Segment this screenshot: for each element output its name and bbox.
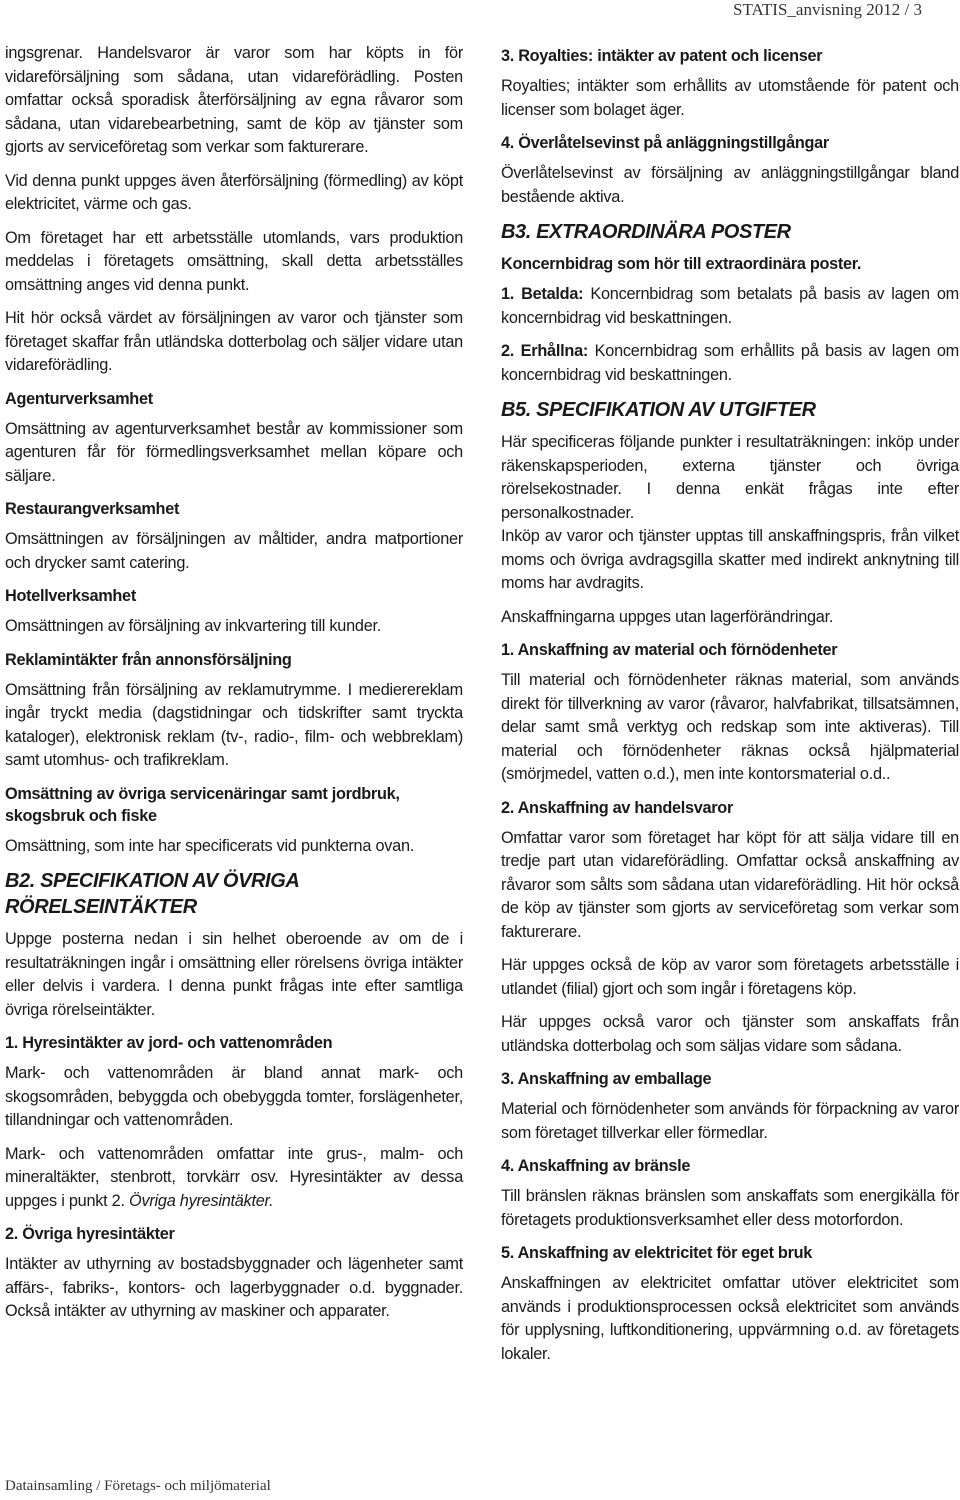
heading-electricity: 5. Anskaffning av elektricitet för eget bruk — [501, 1244, 813, 1262]
paragraph-merchandise-b: Här uppges också de köp av varor som företagets arbetsställe i utlandet (filial) gjort och som ingår i företagens köp. — [501, 956, 959, 998]
heading-transfer-gain: 4. Överlåtelsevinst på anläggningstillgångar — [501, 134, 829, 152]
paragraph-ads: Omsättning från försäljning av reklamutrymme. I medierereklam ingår tryckt media (dagstidningar och tidskrifter samt tryckta kataloger), elektronisk reklam (tv-, radio-, film- och webbreklam) samt utomhus- och trafikreklam. — [5, 680, 463, 769]
section-title-b2: B2. SPECIFIKATION AV ÖVRIGA RÖRELSEINTÄKTER — [5, 870, 299, 918]
paragraph-b5-a: Här specificeras följande punkter i resultaträkningen: inköp under räkenskapsperioden, externa tjänster och övriga rörelsekostnader. I denna enkät frågas inte efter personalkostnader. — [501, 433, 959, 522]
paragraph-rent-land-b — [5, 1143, 463, 1214]
paragraph-packaging: Material och förnödenheter som används för förpackning av varor som företaget tillverkar eller förmedlar. — [501, 1100, 959, 1142]
page-footer: Datainsamling / Företags- och miljömaterial — [5, 1478, 271, 1494]
paragraph-paid — [501, 283, 959, 330]
text-run-italic: Övriga hyresintäkter. — [129, 1191, 274, 1210]
paragraph-other-services: Omsättning, som inte har specificerats vid punkterna ovan. — [5, 836, 415, 855]
paragraph-rent-land-a: Mark- och vattenområden är bland annat mark- och skogsområden, bebyggda och obebyggda tomter, forslägenheter, tillandningar och vattenområden. — [5, 1064, 463, 1129]
page-header: STATIS_anvisning 2012 / 3 — [733, 0, 922, 19]
paragraph-merchandise-a: Omfattar varor som företaget har köpt för att sälja vidare till en tredje part utan vidareförädling. Omfattar också anskaffning av råvaror som sålts som sådana utan vidareförädling. Hit hör också de köp av tjänster som gjorts av serviceföretag som verkar som fakturerare. — [501, 828, 959, 941]
heading-hotel: Hotellverksamhet — [5, 587, 136, 605]
paragraph-other-rent: Intäkter av uthyrning av bostadsbyggnader och lägenheter samt affärs-, fabriks-, kontors- och lagerbyggnader o.d. byggnader. Också intäkter av uthyrning av maskiner och apparater. — [5, 1255, 463, 1320]
paragraph-electricity: Anskaffningen av elektricitet omfattar utöver elektricitet som används i produktionsprocessen också elektricitet som används för upplysning, luftkonditionering, uppvärmning o.d. av företagets lokaler. — [501, 1274, 959, 1363]
section-title-b5: B5. SPECIFIKATION AV UTGIFTER — [501, 399, 816, 421]
heading-merchandise: 2. Anskaffning av handelsvaror — [501, 798, 733, 817]
paragraph-received — [501, 340, 959, 387]
label-received: 2. Erhållna: — [501, 342, 589, 360]
heading-agent: Agenturverksamhet — [5, 389, 153, 408]
heading-group-contribution: Koncernbidrag som hör till extraordinära poster. — [501, 255, 862, 273]
text-run: Mark- och vattenområden omfattar inte grus-, malm- och mineraltäkter, stenbrott, torvkärr osv. Hyresintäkter av dessa uppges i punkt 2. — [5, 1144, 463, 1210]
paragraph-b2: Uppge posterna nedan i sin helhet oberoende av om de i resultaträkningen ingår i omsättning eller rörelsens övriga intäkter eller delvis i vardera. I denna punkt frågas inte efter samtliga övriga rörelseintäkter. — [5, 930, 463, 1019]
paragraph-fuel: Till bränslen räknas bränslen som anskaffats som energikälla för företagets produktionsverksamhet eller dess motorfordon. — [501, 1187, 959, 1229]
paragraph-agent: Omsättning av agenturverksamhet består av kommissioner som agenturen får för förmedlingsverksamhet mellan köpare och säljare. — [5, 419, 463, 485]
paragraph-transfer-gain: Överlåtelsevinst av försäljning av anläggningstillgångar bland bestående aktiva. — [501, 164, 959, 206]
heading-other-rent: 2. Övriga hyresintäkter — [5, 1225, 175, 1243]
paragraph-foreign: Hit hör också värdet av försäljningen av varor och tjänster som företaget skaffar från utländska dotterbolag och säljer vidare utan vidareförädling. — [5, 309, 463, 374]
paragraph-hotel: Omsättningen av försäljning av inkvartering till kunder. — [5, 617, 382, 635]
paragraph-resale: Vid denna punkt uppges även återförsäljning (förmedling) av köpt elektricitet, värme och gas. — [5, 171, 463, 213]
heading-royalties: 3. Royalties: intäkter av patent och licenser — [501, 47, 823, 65]
paragraph-royalties: Royalties; intäkter som erhållits av utomstående för patent och licenser som bolaget äger. — [501, 77, 959, 119]
paragraph-merchandise-c: Här uppges också varor och tjänster som anskaffats från utländska dotterbolag och som säljas vidare som sådana. — [501, 1013, 959, 1055]
section-title-b3: B3. EXTRAORDINÄRA POSTER — [501, 221, 791, 243]
paragraph-materials: Till material och förnödenheter räknas material, som används direkt för tillverkning av varor (råvaror, halvfabrikat, tillsatsämnen, delar samt små verktyg och redskap som inte aktiveras). Till material och förnödenheter räknas också hjälpmaterial (smörjmedel, vatten o.d.), men inte kontorsmaterial o.d.. — [501, 671, 959, 783]
paragraph-abroad: Om företaget har ett arbetsställe utomlands, vars produktion meddelas i företagets omsättning, skall detta arbetsställes omsättning anges vid denna punkt. — [5, 228, 463, 294]
label-paid: 1. Betalda: — [501, 285, 584, 303]
heading-rent-land: 1. Hyresintäkter av jord- och vattenområden — [5, 1034, 333, 1052]
heading-ads: Reklamintäkter från annonsförsäljning — [5, 650, 292, 669]
text-paid: Koncernbidrag som betalats på basis av lagen om koncernbidrag vid beskattningen. — [501, 285, 959, 327]
paragraph-b5-c: Anskaffningarna uppges utan lagerförändringar. — [501, 607, 834, 626]
paragraph-intro: ingsgrenar. Handelsvaror är varor som har köpts in för vidareförsäljning som sådana, utan vidareförädling. Posten omfattar också sporadisk återförsäljning av egna råvaror som sådana, utan vidarebearbetning, samt de köp av tjänster som gjorts av serviceföretag som verkar som fakturerare. — [5, 44, 463, 156]
left-column — [5, 42, 463, 1334]
heading-packaging: 3. Anskaffning av emballage — [501, 1070, 712, 1088]
heading-fuel: 4. Anskaffning av bränsle — [501, 1157, 691, 1175]
paragraph-b5-b: Inköp av varor och tjänster upptas till anskaffningspris, från vilket moms och övriga avdragsgilla skatter med indirekt anknytning till moms har avdragits. — [501, 527, 959, 592]
heading-other-services: Omsättning av övriga servicenäringar samt jordbruk, skogsbruk och fiske — [5, 784, 400, 825]
paragraph-restaurant: Omsättningen av försäljningen av måltider, andra matportioner och drycker samt catering. — [5, 530, 463, 572]
right-column — [501, 45, 959, 1376]
heading-restaurant: Restaurangverksamhet — [5, 500, 180, 518]
text-received: Koncernbidrag som erhållits på basis av lagen om koncernbidrag vid beskattningen. — [501, 342, 959, 384]
heading-materials: 1. Anskaffning av material och förnödenheter — [501, 641, 838, 659]
